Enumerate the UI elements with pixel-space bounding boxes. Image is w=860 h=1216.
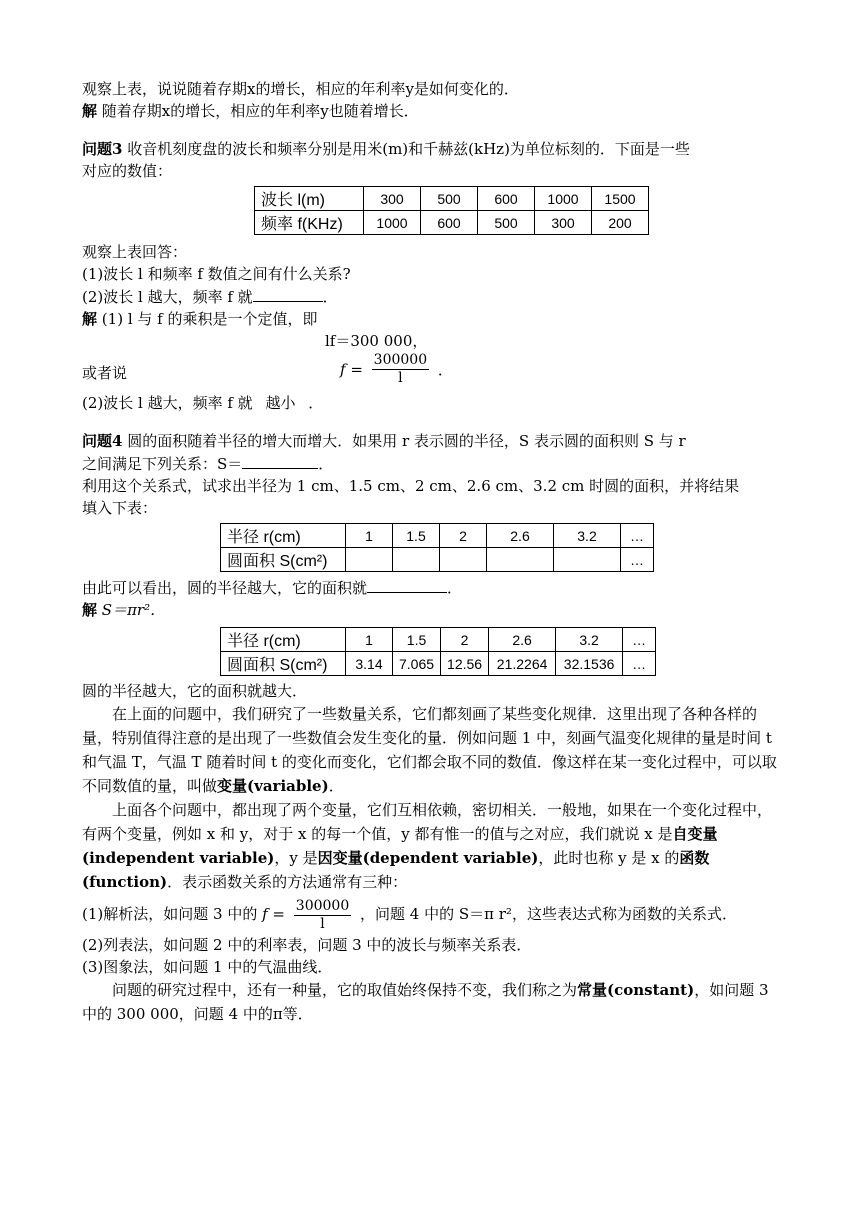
fraction-equation: f = $\frac{300000}{l}$ ．	[340, 352, 453, 386]
table-cell: 1.5	[393, 524, 440, 548]
table-cell: 1	[346, 628, 393, 652]
table-row	[221, 628, 656, 652]
concept-constant-paragraph: 问题的研究过程中，还有一种量，它的取值始终保持不变，我们称之为常量(constant)，如问题 3 中的 300 000，问题 4 中的π等．	[82, 981, 769, 1023]
term-variable: 变量(variable)	[217, 777, 329, 795]
term-independent-variable: 自变量(independent variable)	[82, 825, 718, 867]
table-cell: 2.6	[489, 628, 556, 652]
table-cell: 500	[478, 211, 535, 235]
term-dependent-variable: 因变量(dependent variable)	[317, 849, 539, 867]
term-function: 函数(function)	[82, 849, 710, 891]
equation-f-row: 或者说 f = $\frac{300000}{l}$ ．	[82, 352, 453, 386]
table-header-cell: 半径 r(cm)	[221, 524, 346, 548]
problem3-q2: (2)波长 l 越大，频率 f 就 ．	[82, 285, 782, 308]
problem3-answer1: 解 (1) l 与 f 的乘积是一个定值，即	[82, 310, 318, 328]
method-table: (2)列表法，如问题 2 中的利率表，问题 3 中的波长与频率关系表．	[82, 936, 532, 954]
table-cell: 3.14	[346, 652, 393, 676]
table-cell: 1500	[592, 187, 649, 211]
table-cell	[487, 548, 554, 572]
problem4-table-wrap	[82, 519, 782, 576]
problem4-conclude: 由此可以看出，圆的半径越大，它的面积就 ．	[82, 576, 782, 599]
problem3-table-wrap	[82, 182, 782, 241]
table-cell	[554, 548, 621, 572]
table-cell: 300	[535, 211, 592, 235]
problem4-answer: 解 S＝πr²．	[82, 601, 166, 619]
fraction: $\frac{300000}{l}$	[295, 897, 350, 932]
table-header-cell: 圆面积 S(cm²)	[221, 652, 346, 676]
problem3-label: 问题3	[82, 140, 123, 158]
problem3-statement: 问题3 收音机刻度盘的波长和频率分别是用米(m)和千赫兹(kHz)为单位标刻的．下面是一些	[82, 140, 690, 158]
radius-area-table	[220, 523, 654, 572]
method-analytic: (1)解析法，如问题 3 中的 f = $\frac{300000}{l}$ ，问题 4 中的 S＝π r²，这些表达式称为函数的关系式．	[82, 897, 737, 932]
method-graph: (3)图象法，如问题 1 中的气温曲线．	[82, 958, 333, 976]
table-cell: 21.2264	[489, 652, 556, 676]
table-cell: 200	[592, 211, 649, 235]
problem4-statement: 问题4 圆的面积随着半径的增大而增大．如果用 r 表示圆的半径，S 表示圆的面积则 S 与 r	[82, 432, 686, 450]
answer-text: 随着存期x的增长，相应的年利率y也随着增长．	[101, 102, 419, 120]
table-cell: 500	[421, 187, 478, 211]
answer-label: 解	[82, 601, 98, 619]
table-header-cell: 半径 r(cm)	[221, 628, 346, 652]
table-cell: 300	[364, 187, 421, 211]
problem3-observe: 观察上表回答：	[82, 243, 188, 261]
table-cell: 2.6	[487, 524, 554, 548]
table-cell: 32.1536	[556, 652, 623, 676]
intro-question: 观察上表，说说随着存期x的增长，相应的年利率y是如何变化的．	[82, 80, 519, 98]
table-cell: 1.5	[393, 628, 441, 652]
table-cell	[440, 548, 487, 572]
problem4-answer-table-wrap	[82, 621, 782, 680]
table-row	[221, 524, 654, 548]
document-page	[82, 78, 782, 1026]
table-cell: 3.2	[556, 628, 623, 652]
problem4-relation: 之间满足下列关系：S＝ ．	[82, 452, 782, 475]
table-cell: 1000	[364, 211, 421, 235]
problem4-instruction: 利用这个关系式，试求出半径为 1 cm、1.5 cm、2 cm、2.6 cm、3.2 cm 时圆的面积，并将结果	[82, 477, 740, 495]
table-cell: …	[621, 548, 654, 572]
concept-function-paragraph: 上面各个问题中，都出现了两个变量，它们互相依赖，密切相关．一般地，如果在一个变化过程中，有两个变量，例如 x 和 y，对于 x 的每一个值，y 都有惟一的值与之对应，我们就说 x 是自变量(independent variable)，y 是因变量(dependent variable)，此时也称 y 是 x 的函数(function)．表示函数关系的方法通常有三种：	[82, 801, 773, 891]
table-cell: …	[623, 652, 656, 676]
radius-area-answer-table	[220, 627, 656, 676]
table-header-cell: 频率 f(KHz)	[255, 211, 364, 235]
table-cell: 3.2	[554, 524, 621, 548]
table-cell	[346, 548, 393, 572]
term-constant: 常量(constant)	[577, 981, 695, 999]
intro-answer	[82, 100, 782, 122]
table-cell: 1	[346, 524, 393, 548]
answer-label: 解	[82, 102, 98, 120]
table-cell: 2	[440, 524, 487, 548]
fraction: $\frac{300000}{l}$	[373, 352, 428, 386]
problem4-label: 问题4	[82, 432, 123, 450]
table-cell: 2	[441, 628, 489, 652]
problem4-instruction-cont: 填入下表：	[82, 499, 158, 517]
answer-label: 解	[82, 310, 98, 328]
wave-frequency-table	[254, 186, 649, 235]
equation-lf: lf＝300 000，	[325, 332, 428, 350]
table-cell: …	[623, 628, 656, 652]
problem3-q1: (1)波长 l 和频率 f 数值之间有什么关系?	[82, 265, 351, 283]
table-cell: 600	[421, 211, 478, 235]
answer-blank	[367, 576, 447, 593]
problem4-answer-conclude: 圆的半径越大，它的面积就越大．	[82, 682, 308, 700]
table-header-cell: 波长 l(m)	[255, 187, 364, 211]
table-cell: 12.56	[441, 652, 489, 676]
problem3-answer2: (2)波长 l 越大，频率 f 就 越小 ．	[82, 394, 324, 412]
answer-blank	[253, 285, 323, 302]
table-row	[221, 548, 654, 572]
table-cell: 1000	[535, 187, 592, 211]
concept-variable-paragraph: 在上面的问题中，我们研究了一些数量关系，它们都刻画了某些变化规律．这里出现了各种各样的量，特别值得注意的是出现了一些数值会发生变化的量．例如问题 1 中，刻画气温变化规律的量是时间 t 和气温 T，气温 T 随着时间 t 的变化而变化，它们都会取不同的数值．像这样在某一变化过程中，可以取不同数值的量，叫做变量(variable)．	[82, 705, 777, 795]
problem3-statement-cont: 对应的数值：	[82, 162, 173, 180]
table-row	[221, 652, 656, 676]
answer-blank	[242, 452, 318, 469]
table-row	[255, 187, 649, 211]
table-header-cell: 圆面积 S(cm²)	[221, 548, 346, 572]
table-cell: …	[621, 524, 654, 548]
table-cell: 7.065	[393, 652, 441, 676]
table-row	[255, 211, 649, 235]
table-cell	[393, 548, 440, 572]
table-cell: 600	[478, 187, 535, 211]
